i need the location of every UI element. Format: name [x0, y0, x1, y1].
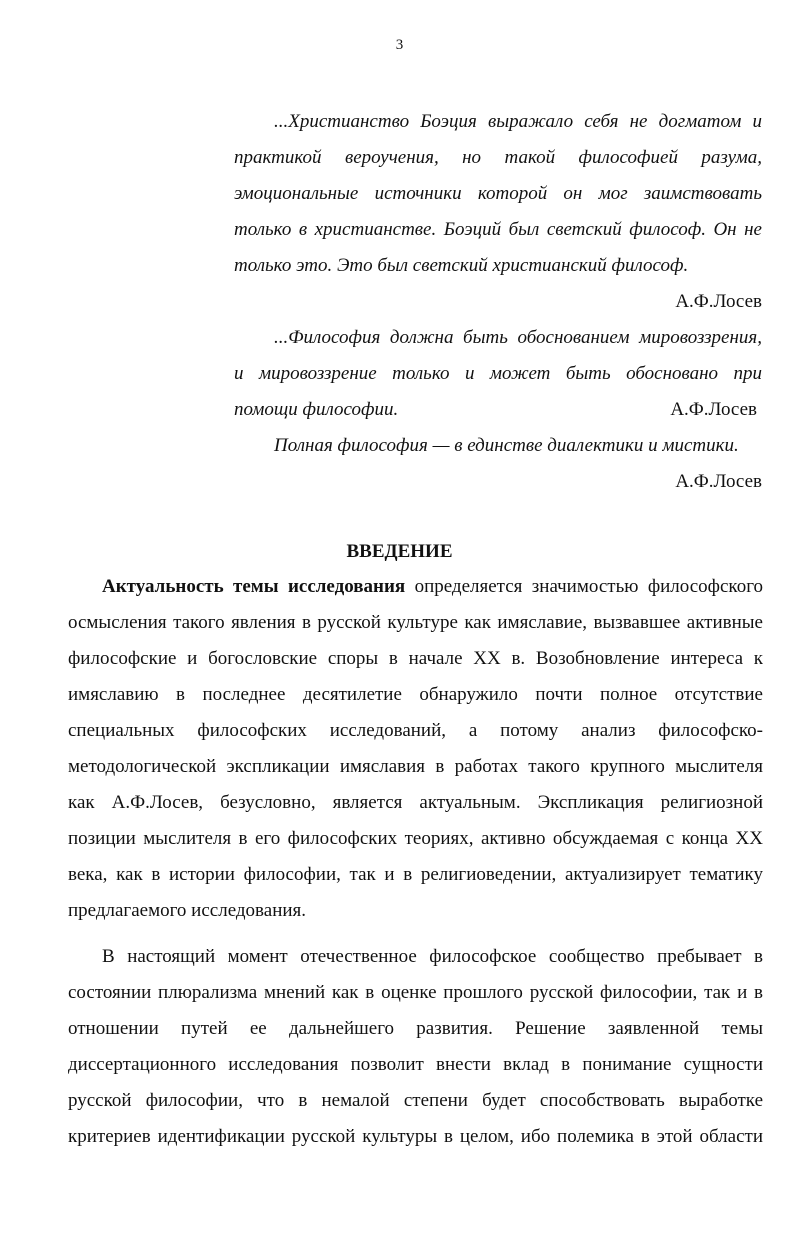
epigraph-1-author: А.Ф.Лосев	[675, 291, 762, 312]
paragraph-1-line-2: осмысления такого явления в русской культуре как имяславие, вызвавшее активные	[68, 612, 763, 633]
epigraph-1-line-1: ...Христианство Боэция выражало себя не догматом и	[274, 111, 762, 132]
paragraph-2-line-2: состоянии плюрализма мнений как в оценке прошлого русской философии, так и в	[68, 982, 763, 1003]
epigraph-1-line-3: эмоциональные источники которой он мог заимствовать	[234, 183, 762, 204]
paragraph-1-line-3: философские и богословские споры в начале XX в. Возобновление интереса к	[68, 648, 763, 669]
paragraph-1-line-8: позиции мыслителя в его философских теориях, активно обсуждаемая с конца XX	[68, 828, 763, 849]
paragraph-2-line-3: отношении путей ее дальнейшего развития. Решение заявленной темы	[68, 1018, 763, 1039]
paragraph-1-line-10: предлагаемого исследования.	[68, 900, 307, 921]
paragraph-1-first-line-rest: определяется значимостью философского	[405, 576, 763, 597]
paragraph-2-line-1: В настоящий момент отечественное философское сообщество пребывает в	[102, 946, 763, 967]
epigraph-2-line-2: и мировоззрение только и может быть обосновано при	[234, 363, 762, 384]
epigraph-1-line-5: только это. Это был светский христианский философ.	[234, 255, 689, 276]
epigraph-2-line-1: ...Философия должна быть обоснованием мировоззрения,	[274, 327, 762, 348]
epigraph-2-line-3: помощи философии.	[234, 399, 399, 420]
epigraph-3-line: Полная философия — в единстве диалектики и мистики.	[274, 435, 739, 456]
paragraph-1-line-7: как А.Ф.Лосев, безусловно, является актуальным. Экспликация религиозной	[68, 792, 763, 813]
body-text	[68, 569, 763, 1155]
paragraph-1-bold-lead: Актуальность темы исследования	[102, 576, 406, 597]
paragraph-2-line-4: диссертационного исследования позволит внести вклад в понимание сущности	[68, 1054, 763, 1075]
epigraph-1-line-4: только в христианстве. Боэций был светский философ. Он не	[234, 219, 762, 240]
page-number: 3	[395, 37, 404, 53]
paragraph-1-line-6: методологической экспликации имяславия в работах такого крупного мыслителя	[68, 756, 763, 777]
paragraph-1-line-9: века, как в истории философии, так и в религиоведении, актуализирует тематику	[68, 864, 763, 885]
epigraph-3-author: А.Ф.Лосев	[675, 471, 762, 492]
paragraph-1-line-5: специальных философских исследований, а потому анализ философско-	[68, 720, 763, 741]
epigraph-1-line-2: практикой вероучения, но такой философией разума,	[234, 147, 762, 168]
epigraph-2-last-line	[234, 392, 762, 428]
epigraph-2-author: А.Ф.Лосев	[670, 399, 757, 420]
paragraph-1-line-4: имяславию в последнее десятилетие обнаружило почти полное отсутствие	[68, 684, 763, 705]
paragraph-2-line-5: русской философии, что в немалой степени будет способствовать выработке	[68, 1090, 763, 1111]
paragraph-1-line-1	[68, 569, 763, 605]
section-heading: ВВЕДЕНИЕ	[346, 541, 453, 562]
paragraph-gap	[68, 929, 763, 939]
paragraph-2-line-6: критериев идентификации русской культуры в целом, ибо полемика в этой области	[68, 1126, 763, 1147]
epigraphs	[234, 104, 762, 500]
